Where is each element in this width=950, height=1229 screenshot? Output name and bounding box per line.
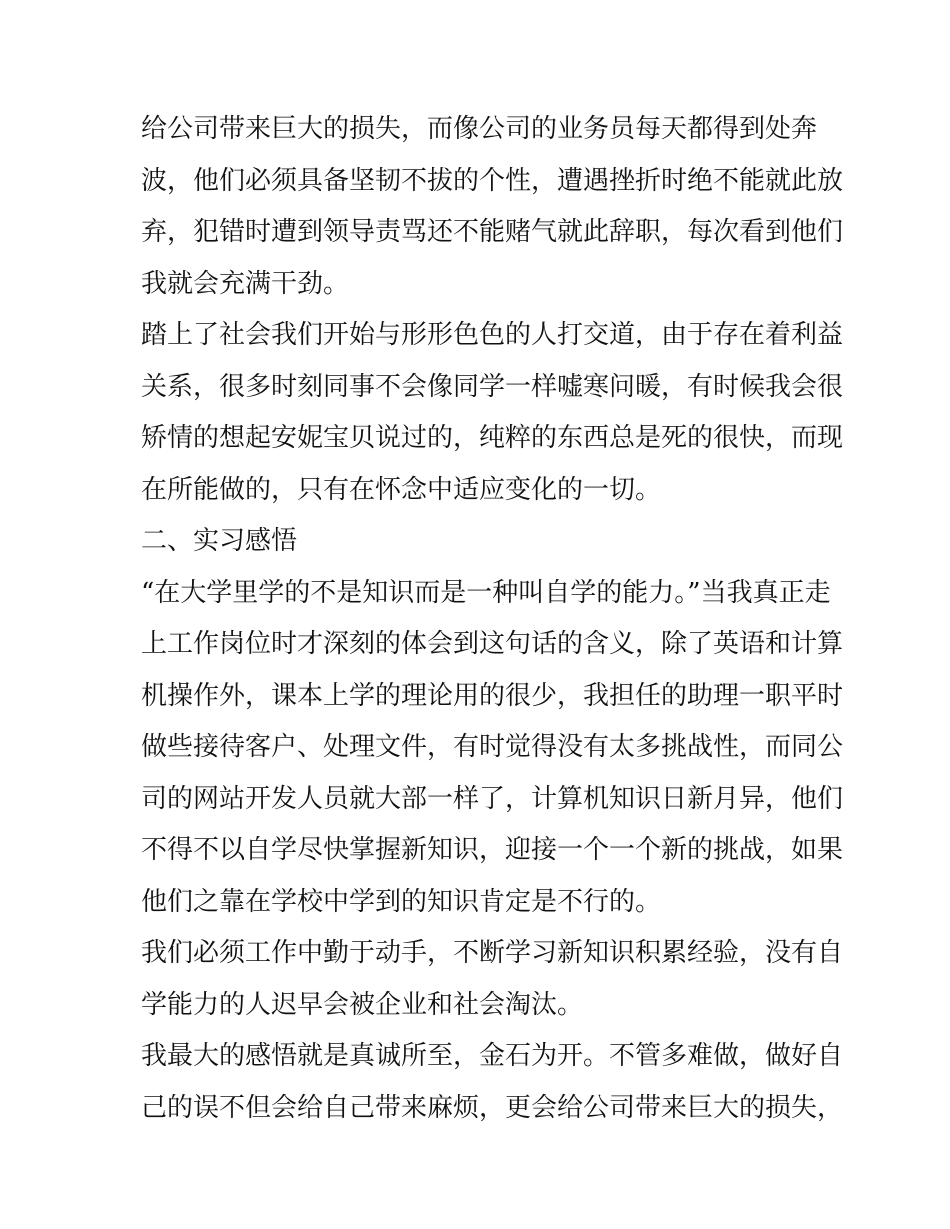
text-line: 矫情的想起安妮宝贝说过的，纯粹的东西总是死的很快，而现	[141, 423, 844, 453]
text-line: 学能力的人迟早会被企业和社会淘汰。	[141, 989, 584, 1020]
text-line: 给公司带来巨大的损失，而像公司的业务员每天都得到处奔	[141, 114, 818, 144]
text-line: 在所能做的，只有在怀念中适应变化的一切。	[141, 474, 662, 505]
text-line: 关系，很多时刻同事不会像同学一样嘘寒问暖，有时候我会很	[141, 371, 844, 402]
text-line: 我最大的感悟就是真诚所至，金石为开。不管多难做，做好自	[141, 1041, 844, 1071]
text-line: 上工作岗位时才深刻的体会到这句话的含义，除了英语和计算	[141, 629, 844, 659]
document-body	[141, 104, 844, 1134]
text-line: 他们之靠在学校中学到的知识肯定是不行的。	[141, 886, 662, 917]
text-line: 机操作外，课本上学的理论用的很少，我担任的助理一职平时	[141, 680, 844, 711]
text-line: 不得不以自学尽快掌握新知识，迎接一个一个新的挑战，如果	[141, 835, 844, 865]
text-line: 踏上了社会我们开始与形形色色的人打交道，由于存在着利益	[141, 320, 844, 350]
text-line: 弃，犯错时遭到领导责骂还不能赌气就此辞职，每次看到他们	[141, 217, 844, 247]
text-line: 做些接待客户、处理文件，有时觉得没有太多挑战性，而同公	[141, 732, 844, 762]
section-heading: 二、实习感悟	[141, 526, 298, 556]
text-line: 己的误不但会给自己带来麻烦，更会给公司带来巨大的损失，	[141, 1092, 844, 1123]
text-line: 波，他们必须具备坚韧不拔的个性，遭遇挫折时绝不能就此放	[141, 165, 844, 196]
text-line: 司的网站开发人员就大部一样了，计算机知识日新月异，他们	[141, 783, 844, 814]
text-line: “在大学里学的不是知识而是一种叫自学的能力。”当我真正走	[141, 577, 831, 608]
text-line: 我们必须工作中勤于动手，不断学习新知识积累经验，没有自	[141, 938, 844, 968]
text-line: 我就会充满干劲。	[141, 268, 350, 299]
